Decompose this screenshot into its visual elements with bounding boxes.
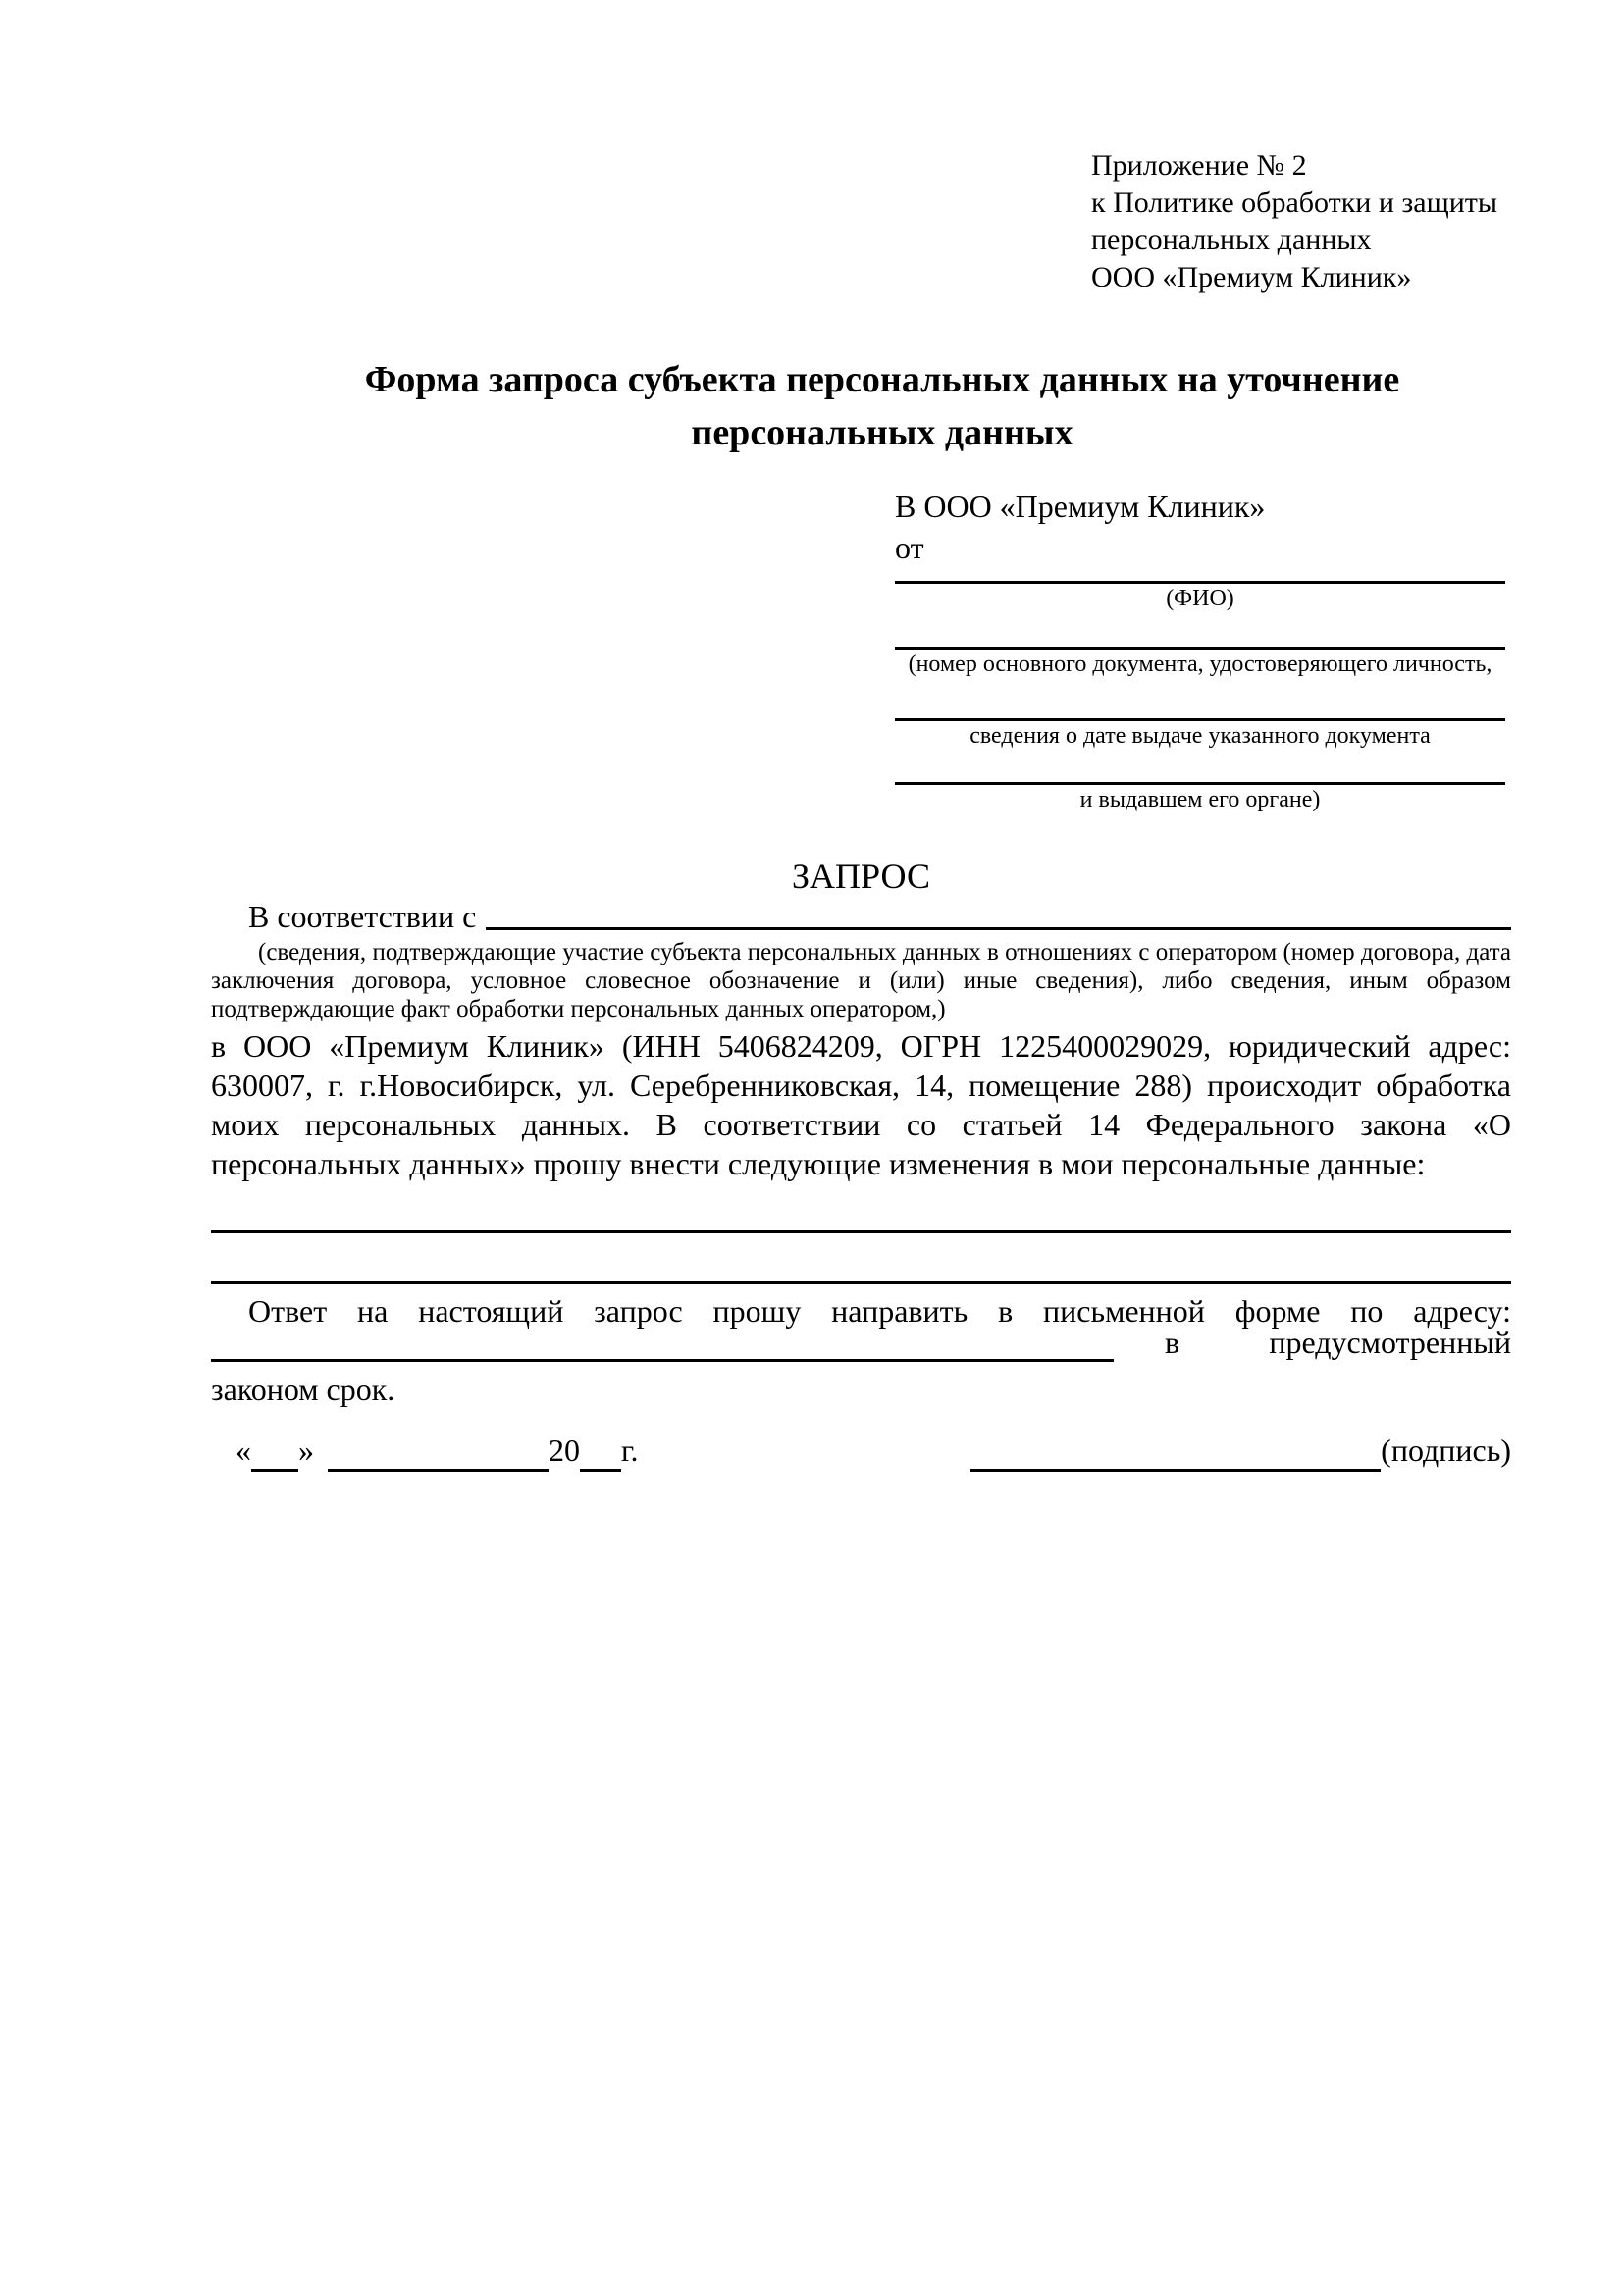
year-blank-line	[580, 1435, 621, 1472]
field-fio	[895, 567, 1505, 613]
date-signature-row	[211, 1429, 1511, 1472]
fio-blank-line	[895, 567, 1505, 584]
field-issuing-authority	[895, 751, 1505, 814]
annex-block	[1091, 147, 1497, 296]
quote-close: »	[298, 1433, 314, 1468]
fio-caption: (ФИО)	[1166, 586, 1234, 611]
day-blank-line	[251, 1435, 298, 1472]
document-number-blank-line	[895, 613, 1505, 650]
changes-blank-line-1	[211, 1230, 1511, 1233]
reply-line-2-tail	[1114, 1323, 1511, 1362]
field-document-number	[895, 613, 1505, 679]
reply-line-1: Ответ на настоящий запрос прошу направить в письменной форме по адресу:	[248, 1293, 1511, 1329]
date-line	[236, 1429, 639, 1472]
signature-line-group	[970, 1429, 1511, 1472]
addressee-from: от	[895, 530, 924, 565]
document-number-caption: (номер основного документа, удостоверяющего личность,	[908, 652, 1492, 677]
issue-date-caption: сведения о дате выдаче указанного документа	[969, 723, 1431, 749]
annex-line-1: Приложение № 2	[1091, 149, 1307, 182]
accordance-note: (сведения, подтверждающие участие субъекта персональных данных в отношениях с оператором (номер договора, дата заключения договора, условное словесное обозначение и (или) иные сведения), либо сведения, иным образом подтверждающие факт обработки персональных данных оператором,)	[211, 939, 1511, 1022]
annex-line-2: к Политике обработки и защиты	[1091, 186, 1498, 219]
reply-word-v: в	[1165, 1325, 1180, 1360]
annex-line-4: ООО «Премиум Клиник»	[1091, 261, 1412, 293]
quote-open: «	[236, 1433, 251, 1468]
reply-line-2	[211, 1323, 1511, 1362]
changes-blank-line-2	[211, 1281, 1511, 1284]
accordance-prefix: В соответствии с	[248, 899, 477, 934]
accordance-line	[211, 897, 1511, 936]
addressee-to: В ООО «Премиум Клиник»	[895, 489, 1266, 524]
annex-line-3: персональных данных	[1091, 224, 1372, 256]
address-blank-line	[211, 1324, 1114, 1362]
month-blank-line	[328, 1435, 549, 1472]
year-prefix: 20	[549, 1433, 580, 1468]
signature-caption: (подпись)	[1381, 1433, 1511, 1468]
issue-date-blank-line	[895, 679, 1505, 721]
reply-word-predusmotrenny: предусмотренный	[1269, 1325, 1511, 1360]
addressee-block	[895, 487, 1505, 814]
request-heading: ЗАПРОС	[792, 857, 930, 896]
issuing-authority-blank-line	[895, 751, 1505, 785]
field-issue-date	[895, 679, 1505, 751]
request-body-paragraph: в ООО «Премиум Клиник» (ИНН 5406824209, ОГРН 1225400029029, юридический адрес: 630007, г. г.Новосибирск, ул. Серебренниковская, 14, помещение 288) происходит обработка моих персональных данных. В соответствии со статьей 14 Федерального закона «О персональных данных» прошу внести следующие изменения в мои персональные данные:	[211, 1028, 1511, 1181]
accordance-blank-line	[486, 897, 1511, 930]
signature-blank-line	[970, 1435, 1381, 1472]
document-title: Форма запроса субъекта персональных данных на уточнение персональных данных	[364, 359, 1400, 453]
issuing-authority-caption: и выдавшем его органе)	[1079, 787, 1321, 812]
year-suffix: г.	[621, 1433, 639, 1468]
reply-line-3: законом срок.	[211, 1372, 395, 1407]
